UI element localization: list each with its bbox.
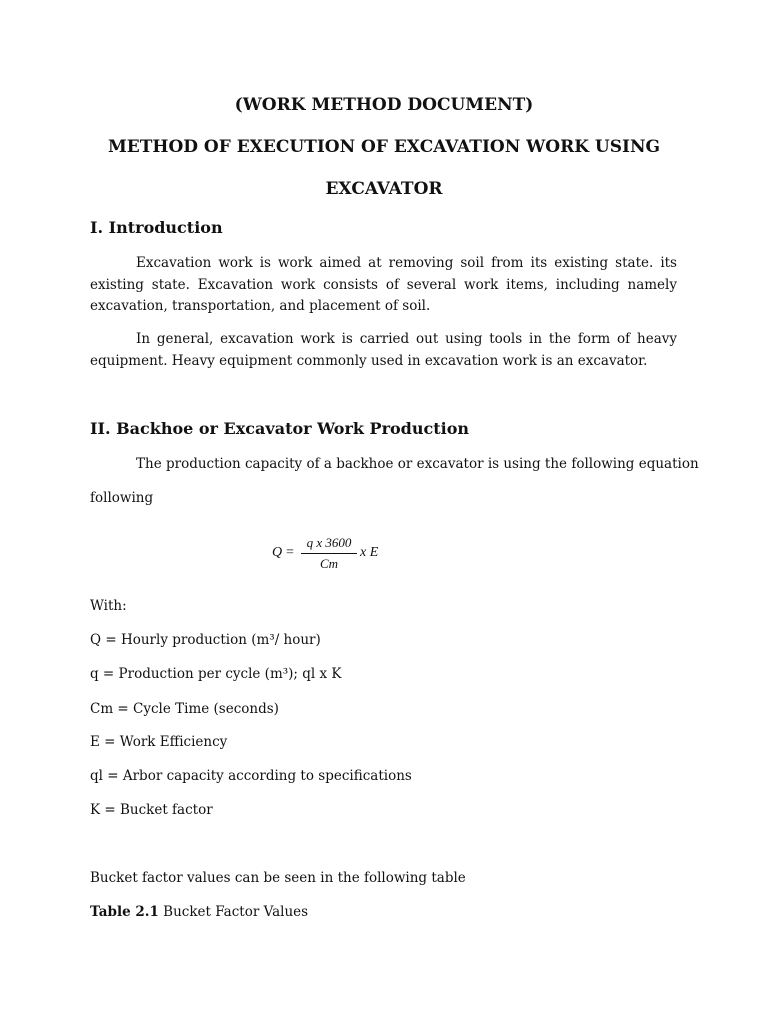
- formula-equals: =: [286, 545, 294, 560]
- table-caption-label: Table 2.1: [90, 904, 159, 920]
- table-caption-text: Bucket Factor Values: [158, 904, 309, 920]
- document-title-line-1: METHOD OF EXECUTION OF EXCAVATION WORK USING: [107, 137, 661, 157]
- document-title-line-2: EXCAVATOR: [325, 179, 443, 199]
- document-type-title: (WORK METHOD DOCUMENT): [234, 95, 534, 115]
- section-1-paragraph-1: Excavation work is work aimed at removing soil from its existing state. its existing state. Excavation work consists of several work items, including namely excavation, transportation, and placement of soil.: [90, 255, 677, 314]
- formula-numerator: q x 3600: [306, 535, 352, 550]
- formula-fraction-bar: [301, 553, 357, 554]
- table-intro-text: Bucket factor values can be seen in the following table: [90, 870, 466, 886]
- formula-denominator: Cm: [319, 556, 339, 571]
- section-2-intro-continued: following: [90, 490, 154, 506]
- definition-item: Cm = Cycle Time (seconds): [90, 701, 279, 717]
- formula-lhs: Q: [272, 545, 283, 560]
- section-2-heading: II. Backhoe or Excavator Work Production: [90, 419, 470, 438]
- definition-item: E = Work Efficiency: [90, 734, 228, 750]
- definition-item: K = Bucket factor: [90, 802, 213, 818]
- section-1-heading: I. Introduction: [90, 218, 223, 237]
- section-1-paragraph-2: In general, excavation work is carried out using tools in the form of heavy equipment. Heavy equipment commonly used in excavation work is an excavator.: [90, 331, 677, 369]
- section-2-intro: The production capacity of a backhoe or excavator is using the following equation: [136, 456, 699, 472]
- definition-item: ql = Arbor capacity according to specifications: [90, 768, 412, 784]
- with-label: With:: [90, 598, 127, 614]
- definition-item: q = Production per cycle (m³); ql x K: [90, 666, 342, 682]
- production-formula: [268, 532, 388, 576]
- formula-efficiency-term: x E: [360, 545, 379, 560]
- definition-item: Q = Hourly production (m³/ hour): [90, 632, 321, 648]
- table-caption: [90, 904, 308, 920]
